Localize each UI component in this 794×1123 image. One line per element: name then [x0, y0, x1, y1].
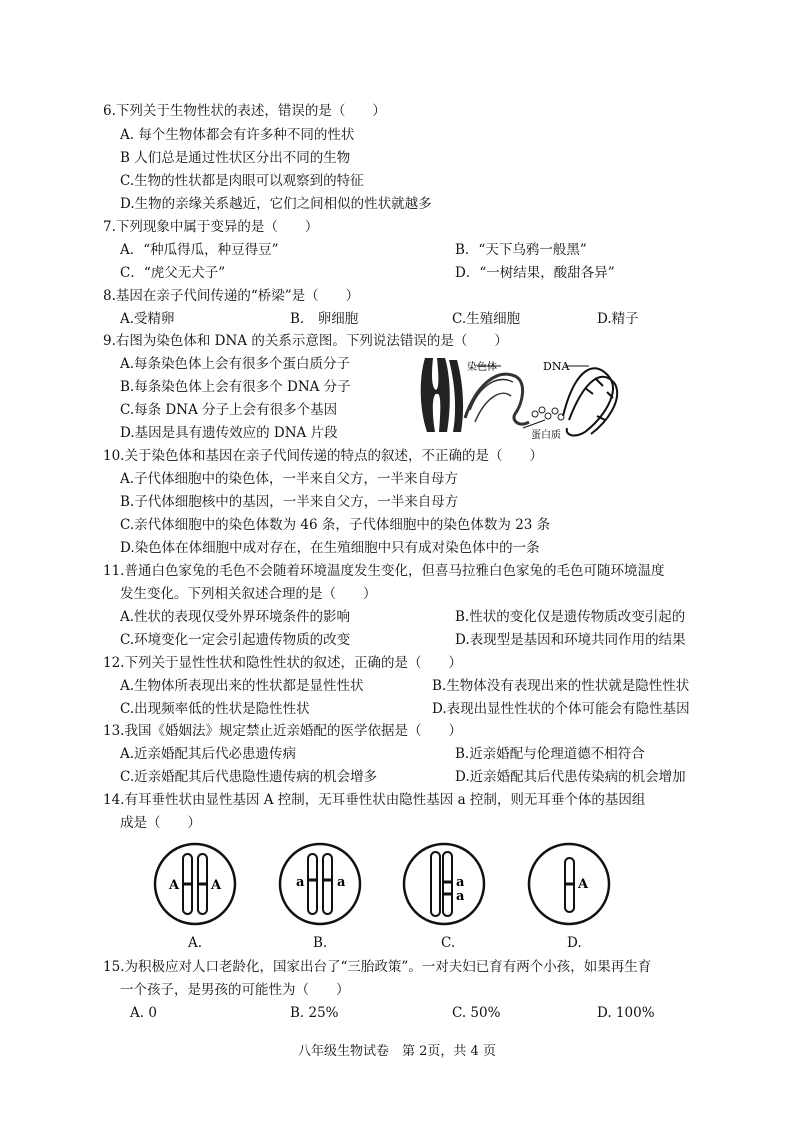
q15-option-d: D. 100%	[597, 1005, 655, 1021]
q13-option-c: C.近亲婚配其后代患隐性遗传病的机会增多	[120, 769, 378, 785]
q7-option-d: D．“一树结果，酸甜各异”	[455, 265, 615, 281]
q14-option-c: C.	[441, 935, 456, 951]
cell-diagram-c	[401, 840, 487, 930]
chromosome-dna-diagram	[415, 348, 630, 440]
q9-option-c: C.每条 DNA 分子上会有很多个基因	[120, 402, 338, 418]
cell-diagram-b	[277, 840, 363, 930]
q10-stem: 10.关于染色体和基因在亲子代间传递的特点的叙述，不正确的是（ ）	[103, 448, 543, 464]
q9-stem: 9.右图为染色体和 DNA 的关系示意图。下列说法错误的是（ ）	[103, 333, 508, 349]
dna-helix	[563, 368, 617, 435]
q7-option-a: A．“种瓜得瓜，种豆得豆”	[120, 242, 279, 258]
q7-option-b: B．“天下乌鸦一般黑”	[455, 242, 587, 258]
q14-option-b: B.	[313, 935, 328, 951]
q15-option-c: C. 50%	[452, 1005, 501, 1021]
coiled-fiber	[465, 374, 529, 424]
protein-beads	[532, 407, 564, 420]
chromosome-shape	[421, 358, 463, 432]
q8-stem: 8.基因在亲子代间传递的“桥梁”是（ ）	[103, 288, 360, 304]
q13-option-a: A.近亲婚配其后代必患遗传病	[120, 746, 297, 762]
q12-option-b: B.生物体没有表现出来的性状就是隐性性状	[432, 678, 690, 694]
gene-label-a1: A	[169, 878, 180, 893]
q12-option-c: C.出现频率低的性状是隐性性状	[120, 701, 310, 717]
cell-diagram-a	[152, 840, 238, 930]
q15-stem: 15.为积极应对人口老龄化，国家出台了“三胎政策”。一对夫妇已育有两个小孩，如果再生育	[103, 959, 652, 975]
q10-option-a: A.子代体细胞中的染色体，一半来自父方，一半来自母方	[120, 471, 459, 487]
q14-option-d: D.	[567, 935, 582, 951]
q12-stem: 12.下列关于显性性状和隐性性状的叙述，正确的是（ ）	[103, 655, 462, 671]
q14-stem: 14.有耳垂性状由显性基因 A 控制，无耳垂性状由隐性基因 a 控制，则无耳垂个体的基因组	[103, 792, 646, 808]
cell-diagram-d	[526, 840, 612, 930]
q8-option-a: A.受精卵	[120, 311, 175, 327]
q15-option-a: A. 0	[130, 1005, 157, 1021]
q7-stem: 7.下列现象中属于变异的是（ ）	[103, 219, 319, 235]
label-protein: 蛋白质	[531, 430, 561, 440]
gene-label-d1: A	[578, 877, 589, 892]
q13-option-d: D.近亲婚配其后代患传染病的机会增加	[455, 769, 686, 785]
q14-stem-continued: 成是（ ）	[120, 815, 201, 831]
q12-option-a: A.生物体所表现出来的性状都是显性性状	[120, 678, 364, 694]
q10-option-d: D.染色体在体细胞中成对存在，在生殖细胞中只有成对染色体中的一条	[120, 540, 540, 556]
q9-option-b: B.每条染色体上会有很多个 DNA 分子	[120, 379, 351, 395]
q11-stem-continued: 发生变化。下列相关叙述合理的是（ ）	[120, 586, 377, 602]
gene-label-c2: a	[456, 889, 465, 904]
q6-stem: 6.下列关于生物性状的表述，错误的是（ ）	[103, 103, 386, 119]
q15-option-b: B. 25%	[290, 1005, 339, 1021]
q13-stem: 13.我国《婚姻法》规定禁止近亲婚配的医学依据是（ ）	[103, 723, 462, 739]
q6-option-a: A. 每个生物体都会有许多种不同的性状	[120, 127, 355, 143]
q11-option-d: D.表现型是基因和环境共同作用的结果	[455, 632, 686, 648]
q10-option-c: C.亲代体细胞中的染色体数为 46 条，子代体细胞中的染色体数为 23 条	[120, 517, 551, 533]
q9-option-d: D.基因是具有遗传效应的 DNA 片段	[120, 425, 338, 441]
q14-option-a: A.	[188, 935, 203, 951]
q12-option-d: D.表现出显性性状的个体可能会有隐性基因	[432, 701, 690, 717]
q11-stem: 11.普通白色家兔的毛色不会随着环境温度发生变化，但喜马拉雅白色家兔的毛色可随环境温度	[103, 563, 665, 579]
label-dna: DNA	[543, 360, 570, 373]
q9-option-a: A.每条染色体上会有很多个蛋白质分子	[120, 356, 351, 372]
q11-option-a: A.性状的表现仅受外界环境条件的影响	[120, 609, 351, 625]
gene-label-b1: a	[296, 875, 305, 890]
page-footer: 八年级生物试卷 第 2页，共 4 页	[298, 1044, 496, 1059]
q6-option-c: C.生物的性状都是肉眼可以观察到的特征	[120, 173, 364, 189]
label-chromosome: 染色体	[467, 362, 497, 373]
q7-option-c: C．“虎父无犬子”	[120, 265, 226, 281]
q10-option-b: B.子代体细胞核中的基因，一半来自父方，一半来自母方	[120, 494, 459, 510]
q11-option-b: B.性状的变化仅是遗传物质改变引起的	[455, 609, 686, 625]
q8-option-b: B. 卵细胞	[290, 311, 359, 327]
gene-label-c1: a	[456, 875, 465, 890]
q15-stem-continued: 一个孩子，是男孩的可能性为（ ）	[120, 982, 350, 998]
q6-option-d: D.生物的亲缘关系越近，它们之间相似的性状就越多	[120, 196, 432, 212]
q8-option-c: C.生殖细胞	[452, 311, 521, 327]
q13-option-b: B.近亲婚配与伦理道德不相符合	[455, 746, 645, 762]
q11-option-c: C.环境变化一定会引起遗传物质的改变	[120, 632, 351, 648]
gene-label-a2: A	[211, 878, 222, 893]
gene-label-b2: a	[337, 875, 346, 890]
q8-option-d: D.精子	[597, 311, 639, 327]
q6-option-b: B 人们总是通过性状区分出不同的生物	[120, 150, 351, 166]
